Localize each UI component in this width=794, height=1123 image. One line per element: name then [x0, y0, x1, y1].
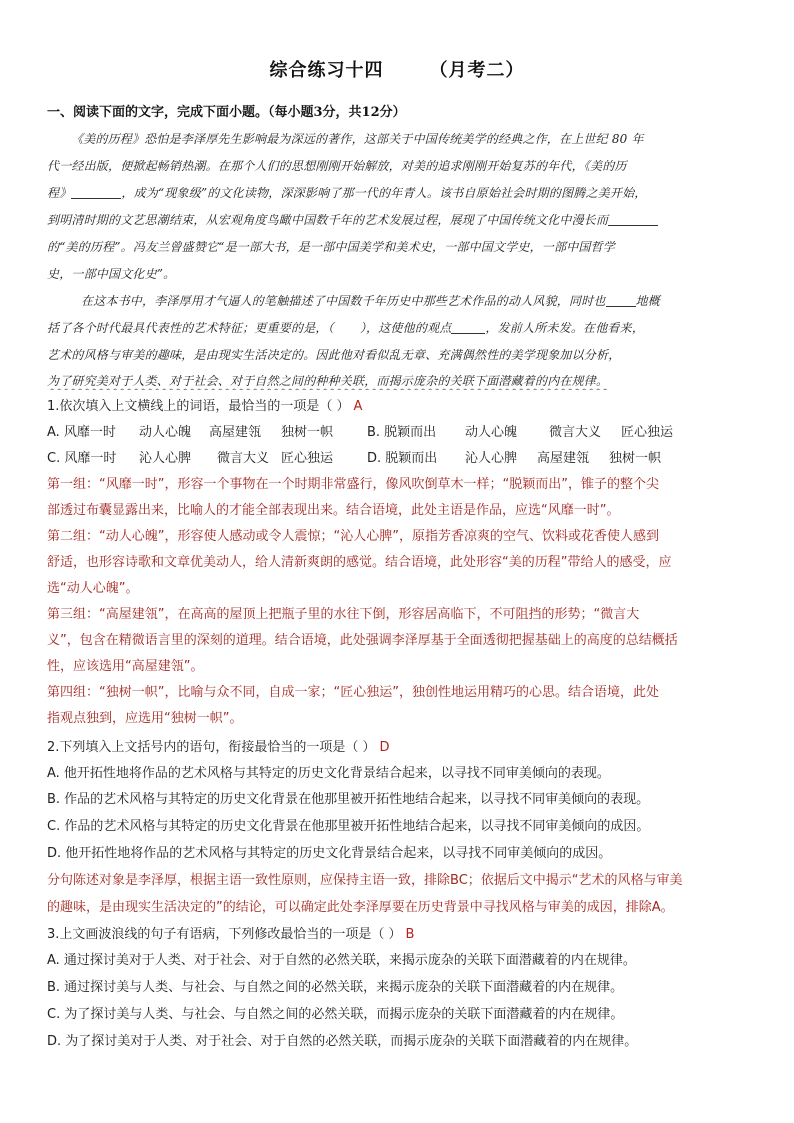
explanation-line: 指观点独到，应选用“独树一帜”。 — [47, 711, 243, 726]
question-1-answer: A — [353, 399, 363, 414]
question-3-option-a: A. 通过探讨美对于人类、对于社会、对于自然的必然关联，来揭示庞杂的关联下面潜藏着的内在规律。 — [47, 953, 636, 968]
question-1-stem: 1.依次填入上文横线上的词语，最恰当的一项是（ ） A — [47, 399, 363, 414]
explanation-line: 第一组：“风靡一时”，形容一个事物在一个时期非常盛行，像风吹倒草木一样；“脱颖而出”，锥子的整个尖 — [47, 477, 659, 492]
question-2-option-c: C. 作品的艺术风格与其特定的历史文化背景在他那里被开拓性地结合起来，以寻找不同审美倾向的成因。 — [47, 819, 650, 834]
section-heading: 一、阅读下面的文字，完成下面小题。（每小题3分，共12分） — [47, 105, 406, 120]
passage-line: 到明清时期的文艺思潮结束，从宏观角度鸟瞰中国数千年的艺术发展过程，展现了中国传统文化中漫长而 — [47, 211, 752, 229]
title-sub: （月考二） — [429, 60, 525, 81]
explanation-line: 舒适，也形容诗歌和文章优美动人，给人清新爽朗的感觉。结合语境，此处形容“美的历程”带给人的感受，应 — [47, 555, 672, 570]
passage-line: 《美的历程》恐怕是李泽厚先生影响最为深远的著作，这部关于中国传统美学的经典之作，在上世纪 80 年 — [71, 132, 644, 146]
passage-wavy-sentence: 为了研究美对于人类、对于社会、对于自然之间的种种关联，而揭示庞杂的关联下面潜藏着的内在规律。 — [47, 374, 609, 388]
question-2-option-d: D. 他开拓性地将作品的艺术风格与其特定的历史文化背景结合起来，以寻找不同审美倾向的成因。 — [47, 846, 612, 861]
question-3-option-b: B. 通过探讨美与人类、与社会、与自然之间的必然关联，来揭示庞杂的关联下面潜藏着的内在规律。 — [47, 980, 624, 995]
passage-line: 代一经出版，便掀起畅销热潮。在那个人们的思想刚刚开始解放，对美的追求刚刚开始复苏的年代，《美的历 — [47, 159, 627, 173]
explanation-line: 第二组：“动人心魄”，形容使人感动或令人震惊；“沁人心脾”，原指芳香凉爽的空气、饮料或花香使人感到 — [47, 529, 659, 544]
fill-blank-2 — [608, 213, 658, 226]
passage-line: 史，一部中国文化史”。 — [47, 267, 176, 281]
passage-line: 括了各个时代最具代表性的艺术特征；更重要的是，（ ），这使他的观点 ，发前人所未发。在他看来， — [47, 321, 645, 335]
question-2-option-a: A. 他开拓性地将作品的艺术风格与其特定的历史文化背景结合起来，以寻找不同审美倾向的表现。 — [47, 766, 610, 781]
passage-line: 在这本书中，李泽厚用才气逼人的笔触描述了中国数千年历史中那些艺术作品的动人风貌，同时也 地概 — [81, 294, 661, 308]
explanation-line: 选“动人心魄”。 — [47, 581, 139, 596]
fill-blank-1 — [71, 186, 121, 199]
question-3-option-c: C. 为了探讨美与人类、与社会、与自然之间的必然关联，而揭示庞杂的关联下面潜藏着的内在规律。 — [47, 1007, 624, 1022]
explanation-line: 第四组：“独树一帜”，比喻与众不同，自成一家；“匠心独运”，独创性地运用精巧的心思。结合语境，此处 — [47, 685, 659, 700]
explanation-line: 的趣味，是由现实生活决定的”的结论，可以确定此处李泽厚要在历史背景中寻找风格与审美的成因，排除A。 — [47, 900, 674, 915]
passage-line: 程》 ，成为“现象级”的文化读物，深深影响了那一代的年青人。该书自原始社会时期的图腾之美开始， — [47, 186, 647, 200]
question-1-option-row: A. 风靡一时 动人心魄 高屋建瓴 独树一帜 B. 脱颖而出 动人心魄 微言大义 匠心独运 — [47, 425, 674, 440]
explanation-line: 分句陈述对象是李泽厚，根据主语一致性原则，应保持主语一致，排除BC；依据后文中揭示“艺术的风格与审美 — [47, 873, 683, 888]
explanation-line: 第三组：“高屋建瓴”，在高高的屋顶上把瓶子里的水往下倒，形容居高临下，不可阻挡的形势；“微言大 — [47, 607, 640, 622]
question-3-answer: B — [405, 927, 415, 942]
explanation-line: 部透过布囊显露出来，比喻人的才能全部表现出来。结合语境，此处主语是作品，应选“风靡一时”。 — [47, 503, 620, 518]
passage-line: 的“美的历程”。冯友兰曾盛赞它“是一部大书，是一部中国美学和美术史，一部中国文学史，一部中国哲学 — [47, 240, 616, 254]
fill-blank-4 — [451, 321, 485, 334]
explanation-line: 义”，包含在精微语言里的深刻的道理。结合语境，此处强调李泽厚基于全面透彻把握基础上的高度的总结概括 — [47, 633, 678, 648]
explanation-line: 性，应该选用“高屋建瓴”。 — [47, 659, 204, 674]
question-2-answer: D — [379, 740, 390, 755]
question-1-option-row: C. 风靡一时 沁人心脾 微言大义 匠心独运 D. 脱颖而出 沁人心脾 高屋建瓴 独树一帜 — [47, 451, 662, 466]
question-2-option-b: B. 作品的艺术风格与其特定的历史文化背景在他那里被开拓性地结合起来，以寻找不同审美倾向的表现。 — [47, 792, 650, 807]
question-3-stem: 3.上文画波浪线的句子有语病，下列修改最恰当的一项是（ ） B — [47, 927, 415, 942]
question-3-option-d: D. 为了探讨美对于人类、对于社会、对于自然的必然关联，而揭示庞杂的关联下面潜藏着的内在规律。 — [47, 1034, 638, 1049]
passage-line: 艺术的风格与审美的趣味，是由现实生活决定的。因此他对看似乱无章、充满偶然性的美学现象加以分析， — [47, 348, 621, 362]
question-2-stem: 2.下列填入上文括号内的语句，衔接最恰当的一项是（ ） D — [47, 740, 390, 755]
title-main: 综合练习十四 — [269, 60, 384, 81]
page-title — [0, 56, 794, 82]
fill-blank-3 — [606, 294, 636, 307]
